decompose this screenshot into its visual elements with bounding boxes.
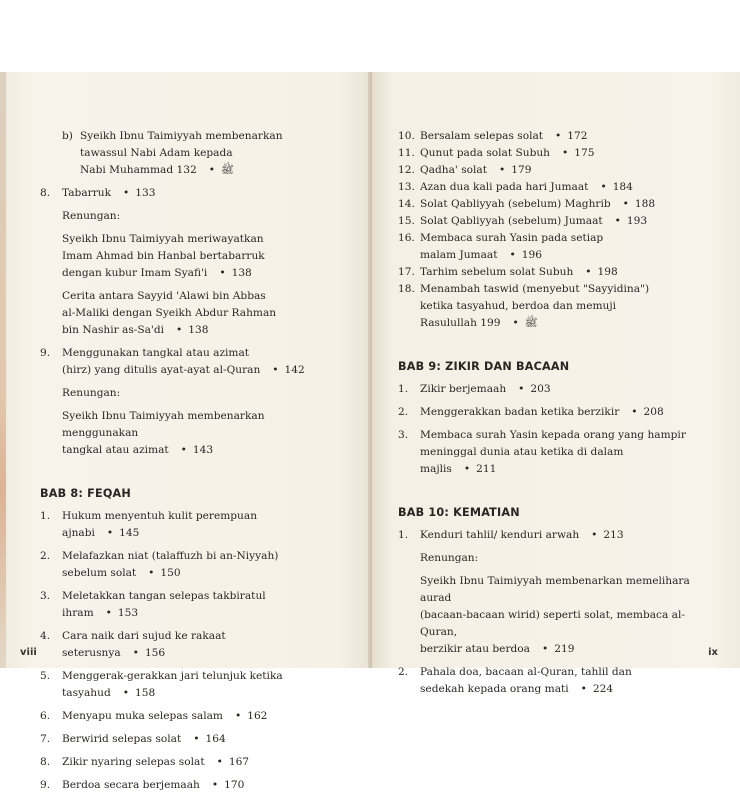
toc-note bbox=[62, 408, 330, 459]
entry-line bbox=[420, 664, 698, 681]
entry-line bbox=[80, 128, 330, 145]
entry-text bbox=[62, 548, 330, 582]
entry-number: b) bbox=[62, 130, 73, 142]
entry-line bbox=[420, 247, 698, 264]
left-page bbox=[0, 72, 372, 791]
entry-line bbox=[62, 208, 330, 225]
entry-line-text: Melafazkan niat (talaffuzh bi an-Niyyah) bbox=[62, 550, 279, 562]
entry-line-text: Menyapu muka selepas salam bbox=[62, 710, 223, 722]
entry-line bbox=[420, 281, 698, 298]
page-edge bbox=[0, 72, 6, 668]
entry-text bbox=[420, 128, 698, 145]
page-reference: 142 bbox=[284, 364, 305, 376]
entry-line bbox=[420, 315, 698, 332]
entry-line bbox=[62, 668, 330, 685]
entry-line bbox=[62, 305, 330, 322]
entry-line bbox=[62, 628, 330, 662]
entry-text bbox=[420, 196, 698, 213]
entry-number: 1. bbox=[398, 383, 409, 395]
entry-number: 9. bbox=[40, 347, 51, 359]
entry-line-text: Berwirid selepas solat bbox=[62, 733, 182, 745]
entry-line-text: Renungan: bbox=[62, 210, 121, 222]
entry-line-text: Berdoa secara berjemaah bbox=[62, 779, 200, 791]
entry-line-text: Qadha' solat bbox=[420, 164, 487, 176]
entry-line-text: Imam Ahmad bin Hanbal bertabarruk bbox=[62, 250, 265, 262]
entry-text bbox=[420, 573, 698, 658]
toc-entry bbox=[40, 548, 330, 582]
entry-line-text: Membaca surah Yasin kepada orang yang hampir bbox=[420, 429, 686, 441]
entry-line bbox=[420, 573, 698, 607]
entry-number: 17. bbox=[398, 266, 415, 278]
bullet-icon: • bbox=[176, 324, 183, 336]
toc-entry bbox=[398, 264, 698, 281]
entry-text bbox=[62, 185, 330, 202]
entry-line bbox=[420, 607, 698, 641]
entry-line bbox=[62, 508, 330, 542]
page-reference: 175 bbox=[574, 147, 595, 159]
entry-line bbox=[62, 322, 330, 339]
entry-number: 10. bbox=[398, 130, 415, 142]
entry-line-text: Zikir nyaring selepas solat bbox=[62, 756, 205, 768]
toc-note bbox=[62, 208, 330, 225]
entry-line-text: tawassul Nabi Adam kepada bbox=[80, 147, 233, 159]
entry-line bbox=[420, 213, 698, 230]
entry-line-text: Menggerakkan badan ketika berzikir bbox=[420, 406, 620, 418]
entry-text bbox=[62, 288, 330, 339]
page-reference: 203 bbox=[530, 383, 551, 395]
bullet-icon: • bbox=[591, 529, 598, 541]
page-number-right: ix bbox=[708, 647, 718, 658]
bullet-icon: • bbox=[622, 198, 629, 210]
entry-number: 4. bbox=[40, 630, 51, 642]
entry-number: 15. bbox=[398, 215, 415, 227]
entry-line bbox=[420, 444, 698, 478]
chapter-heading: BAB 10: KEMATIAN bbox=[398, 506, 520, 519]
page-reference: 208 bbox=[643, 406, 664, 418]
entry-text bbox=[62, 408, 330, 459]
entry-line-text: malam Jumaat bbox=[420, 249, 498, 261]
page-reference: 153 bbox=[117, 607, 139, 619]
bullet-icon: • bbox=[585, 266, 592, 278]
entry-line bbox=[62, 754, 330, 771]
page-reference: 143 bbox=[192, 444, 214, 456]
entry-line-text: al-Maliki dengan Syeikh Abdur Rahman bbox=[62, 307, 277, 319]
page-reference: 219 bbox=[554, 643, 575, 655]
entry-line bbox=[62, 731, 330, 748]
right-toc-column bbox=[398, 128, 698, 698]
chapter-heading: BAB 8: FEQAH bbox=[40, 487, 131, 500]
entry-line-text: Syeikh Ibnu Taimiyyah membenarkan bbox=[80, 130, 283, 142]
section-spacer bbox=[398, 478, 698, 504]
left-toc-column bbox=[40, 128, 330, 794]
bullet-icon: • bbox=[518, 383, 525, 395]
entry-line-text: Cerita antara Sayyid 'Alawi bin Abbas bbox=[62, 290, 266, 302]
entry-text bbox=[62, 588, 330, 622]
entry-line bbox=[62, 548, 330, 565]
section-spacer bbox=[40, 459, 330, 485]
bullet-icon: • bbox=[106, 527, 114, 539]
bullet-icon: • bbox=[105, 607, 112, 619]
entry-number: 2. bbox=[398, 406, 409, 418]
page-reference: 162 bbox=[247, 710, 268, 722]
bullet-icon: • bbox=[123, 187, 130, 199]
toc-note bbox=[62, 288, 330, 339]
entry-line-text: tasyahud bbox=[62, 687, 111, 699]
bullet-icon: • bbox=[509, 249, 516, 261]
entry-line bbox=[420, 404, 698, 421]
toc-entry bbox=[40, 185, 330, 202]
page-reference: 138 bbox=[188, 324, 209, 336]
entry-line bbox=[62, 685, 330, 702]
toc-entry bbox=[40, 345, 330, 379]
entry-line-text: Menggerak-gerakkan jari telunjuk ketika bbox=[62, 670, 283, 682]
entry-line bbox=[420, 681, 698, 698]
entry-number: 13. bbox=[398, 181, 415, 193]
entry-line-text: (hirz) yang ditulis ayat-ayat al-Quran bbox=[62, 364, 261, 376]
entry-text bbox=[420, 527, 698, 544]
entry-line bbox=[62, 265, 330, 282]
entry-line-text: Qunut pada solat Subuh bbox=[420, 147, 550, 159]
entry-number: 7. bbox=[40, 733, 51, 745]
toc-note bbox=[62, 231, 330, 282]
page-reference: 188 bbox=[634, 198, 656, 210]
entry-line-text: Tarhim sebelum solat Subuh bbox=[420, 266, 574, 278]
entry-line-text: (bacaan-bacaan wirid) seperti solat, membaca al-Quran, bbox=[420, 609, 685, 638]
entry-line-text: dengan kubur Imam Syafi'i bbox=[62, 267, 208, 279]
entry-text bbox=[62, 208, 330, 225]
entry-number: 3. bbox=[398, 429, 409, 441]
entry-line-text: Cara naik dari sujud ke rakaat seterusnya bbox=[62, 630, 226, 659]
entry-text bbox=[420, 162, 698, 179]
entry-line-text: tangkal atau azimat bbox=[62, 444, 169, 456]
toc-entry bbox=[398, 145, 698, 162]
entry-line-text: Solat Qabliyyah (sebelum) Jumaat bbox=[420, 215, 603, 227]
entry-text bbox=[62, 731, 330, 748]
bullet-icon: • bbox=[180, 444, 187, 456]
entry-text bbox=[62, 385, 330, 402]
entry-line-text: Syeikh Ibnu Taimiyyah membenarkan memelihara aurad bbox=[420, 575, 690, 604]
page-reference: 138 bbox=[231, 267, 252, 279]
toc-note bbox=[420, 573, 698, 658]
entry-line bbox=[62, 565, 330, 582]
entry-line-text: Menambah taswid (menyebut "Sayyidina") bbox=[420, 283, 650, 295]
entry-line bbox=[62, 708, 330, 725]
entry-line-text: ketika tasyahud, berdoa dan memuji bbox=[420, 300, 617, 312]
entry-line bbox=[420, 298, 698, 315]
entry-line-text: Zikir berjemaah bbox=[420, 383, 507, 395]
page-reference: 158 bbox=[135, 687, 156, 699]
entry-text bbox=[420, 230, 698, 264]
entry-text bbox=[62, 628, 330, 662]
toc-entry bbox=[398, 404, 698, 421]
bullet-icon: • bbox=[211, 779, 219, 791]
entry-number: 2. bbox=[398, 666, 409, 678]
entry-line bbox=[80, 145, 330, 162]
entry-line-text: Syeikh Ibnu Taimiyyah meriwayatkan bbox=[62, 233, 264, 245]
toc-entry bbox=[40, 588, 330, 622]
entry-text bbox=[62, 231, 330, 282]
entry-line-text: Renungan: bbox=[62, 387, 121, 399]
entry-line bbox=[420, 527, 698, 544]
entry-text bbox=[420, 550, 698, 567]
entry-line bbox=[420, 179, 698, 196]
entry-line bbox=[62, 442, 330, 459]
entry-line bbox=[62, 248, 330, 265]
toc-entry bbox=[398, 664, 698, 698]
entry-line-text: meninggal dunia atau ketika di dalam majlis bbox=[420, 446, 624, 475]
bullet-icon: • bbox=[193, 733, 200, 745]
toc-entry bbox=[398, 281, 698, 332]
toc-note bbox=[420, 550, 698, 567]
bullet-icon: • bbox=[600, 181, 607, 193]
entry-text bbox=[62, 508, 330, 542]
page-reference: 145 bbox=[119, 527, 140, 539]
entry-line bbox=[62, 345, 330, 362]
bullet-icon: • bbox=[580, 683, 587, 695]
toc-entry bbox=[398, 162, 698, 179]
entry-line-text: Rasulullah ﷺ bbox=[420, 317, 538, 329]
bullet-icon: • bbox=[555, 130, 562, 142]
toc-entry bbox=[398, 427, 698, 478]
entry-text bbox=[420, 145, 698, 162]
entry-text bbox=[420, 179, 698, 196]
toc-entry bbox=[40, 668, 330, 702]
entry-text bbox=[62, 668, 330, 702]
page-reference: 170 bbox=[224, 779, 245, 791]
entry-line bbox=[62, 185, 330, 202]
entry-text bbox=[420, 664, 698, 698]
page-reference: 164 bbox=[205, 733, 226, 745]
entry-text bbox=[80, 128, 330, 179]
page-reference: 133 bbox=[135, 187, 156, 199]
toc-entry bbox=[40, 508, 330, 542]
entry-number: 16. bbox=[398, 232, 415, 244]
entry-line bbox=[420, 145, 698, 162]
entry-line-text: Tabarruk bbox=[62, 187, 112, 199]
entry-line-text: Bersalam selepas solat bbox=[420, 130, 544, 142]
bullet-icon: • bbox=[122, 687, 129, 699]
entry-line-text: Hukum menyentuh kulit perempuan ajnabi bbox=[62, 510, 258, 539]
page-reference: 198 bbox=[597, 266, 618, 278]
entry-text bbox=[62, 345, 330, 379]
entry-number: 8. bbox=[40, 756, 51, 768]
entry-line-text: Menggunakan tangkal atau azimat bbox=[62, 347, 250, 359]
entry-text bbox=[420, 213, 698, 230]
toc-entry bbox=[398, 527, 698, 544]
toc-entry bbox=[40, 708, 330, 725]
entry-text bbox=[62, 708, 330, 725]
entry-line-text: Membaca surah Yasin pada setiap bbox=[420, 232, 604, 244]
page-reference: 196 bbox=[521, 249, 542, 261]
page-reference: 156 bbox=[144, 647, 166, 659]
bullet-icon: • bbox=[614, 215, 621, 227]
entry-number: 8. bbox=[40, 187, 51, 199]
page-number-left: viii bbox=[20, 647, 37, 658]
entry-line-text: berzikir atau berdoa bbox=[420, 643, 530, 655]
toc-entry bbox=[398, 179, 698, 196]
bullet-icon: • bbox=[234, 710, 242, 722]
entry-number: 14. bbox=[398, 198, 415, 210]
entry-line bbox=[62, 288, 330, 305]
page-reference: 132 bbox=[176, 164, 197, 176]
entry-line-text: Pahala doa, bacaan al-Quran, tahlil dan bbox=[420, 666, 632, 678]
entry-line bbox=[420, 196, 698, 213]
page-reference: 211 bbox=[476, 463, 497, 475]
entry-line bbox=[62, 408, 330, 442]
entry-number: 3. bbox=[40, 590, 51, 602]
entry-line bbox=[62, 362, 330, 379]
toc-entry bbox=[40, 731, 330, 748]
toc-entry bbox=[398, 128, 698, 145]
toc-entry bbox=[40, 777, 330, 794]
bullet-icon: • bbox=[208, 164, 215, 176]
entry-line bbox=[420, 427, 698, 444]
page-reference: 199 bbox=[480, 317, 501, 329]
page-reference: 179 bbox=[511, 164, 532, 176]
book-spread bbox=[0, 72, 740, 791]
toc-entry bbox=[398, 213, 698, 230]
bullet-icon: • bbox=[132, 647, 139, 659]
entry-number: 5. bbox=[40, 670, 51, 682]
toc-entry bbox=[40, 754, 330, 771]
entry-number: 2. bbox=[40, 550, 51, 562]
entry-line-text: Renungan: bbox=[420, 552, 479, 564]
entry-number: 18. bbox=[398, 283, 415, 295]
entry-text bbox=[420, 281, 698, 332]
entry-line bbox=[420, 381, 698, 398]
toc-entry bbox=[398, 381, 698, 398]
entry-line-text: Solat Qabliyyah (sebelum) Maghrib bbox=[420, 198, 611, 210]
page-reference: 213 bbox=[603, 529, 624, 541]
page-reference: 193 bbox=[626, 215, 648, 227]
bullet-icon: • bbox=[562, 147, 569, 159]
entry-text bbox=[420, 381, 698, 398]
entry-line-text: Kenduri tahlil/ kenduri arwah bbox=[420, 529, 580, 541]
bullet-icon: • bbox=[216, 756, 223, 768]
bullet-icon: • bbox=[272, 364, 279, 376]
entry-text bbox=[420, 264, 698, 281]
entry-number: 11. bbox=[398, 147, 415, 159]
right-page bbox=[372, 72, 740, 695]
entry-line bbox=[420, 641, 698, 658]
page-reference: 172 bbox=[567, 130, 588, 142]
entry-line bbox=[420, 550, 698, 567]
entry-number: 12. bbox=[398, 164, 415, 176]
chapter-heading: BAB 9: ZIKIR DAN BACAAN bbox=[398, 360, 570, 373]
entry-line bbox=[420, 128, 698, 145]
bullet-icon: • bbox=[512, 317, 519, 329]
bullet-icon: • bbox=[148, 567, 155, 579]
entry-line bbox=[62, 385, 330, 402]
entry-line-text: Syeikh Ibnu Taimiyyah membenarkan menggunakan bbox=[62, 410, 265, 439]
bullet-icon: • bbox=[542, 643, 549, 655]
toc-entry bbox=[62, 128, 330, 179]
entry-line-text: Azan dua kali pada hari Jumaat bbox=[420, 181, 589, 193]
entry-text bbox=[420, 404, 698, 421]
toc-entry bbox=[398, 196, 698, 213]
toc-entry bbox=[40, 628, 330, 662]
page-reference: 150 bbox=[160, 567, 181, 579]
entry-text bbox=[62, 754, 330, 771]
entry-line-text: sebelum solat bbox=[62, 567, 137, 579]
bullet-icon: • bbox=[631, 406, 638, 418]
entry-line bbox=[80, 162, 330, 179]
entry-line bbox=[420, 230, 698, 247]
section-spacer bbox=[398, 332, 698, 358]
toc-note bbox=[62, 385, 330, 402]
bullet-icon: • bbox=[219, 267, 226, 279]
entry-line-text: sedekah kepada orang mati bbox=[420, 683, 569, 695]
entry-line bbox=[62, 777, 330, 794]
page-reference: 224 bbox=[592, 683, 614, 695]
entry-number: 6. bbox=[40, 710, 51, 722]
entry-line bbox=[420, 162, 698, 179]
page-reference: 184 bbox=[612, 181, 633, 193]
entry-text bbox=[62, 777, 330, 794]
entry-line-text: Nabi Muhammad ﷺ bbox=[80, 164, 234, 176]
entry-text bbox=[420, 427, 698, 478]
entry-number: 1. bbox=[40, 510, 51, 522]
entry-line-text: Meletakkan tangan selepas takbiratul ihram bbox=[62, 590, 266, 619]
entry-line bbox=[62, 231, 330, 248]
bullet-icon: • bbox=[498, 164, 506, 176]
entry-number: 9. bbox=[40, 779, 51, 791]
toc-entry bbox=[398, 230, 698, 264]
entry-line bbox=[62, 588, 330, 622]
bullet-icon: • bbox=[463, 463, 471, 475]
entry-line bbox=[420, 264, 698, 281]
page-reference: 167 bbox=[228, 756, 250, 768]
entry-number: 1. bbox=[398, 529, 409, 541]
entry-line-text: bin Nashir as-Sa'di bbox=[62, 324, 165, 336]
